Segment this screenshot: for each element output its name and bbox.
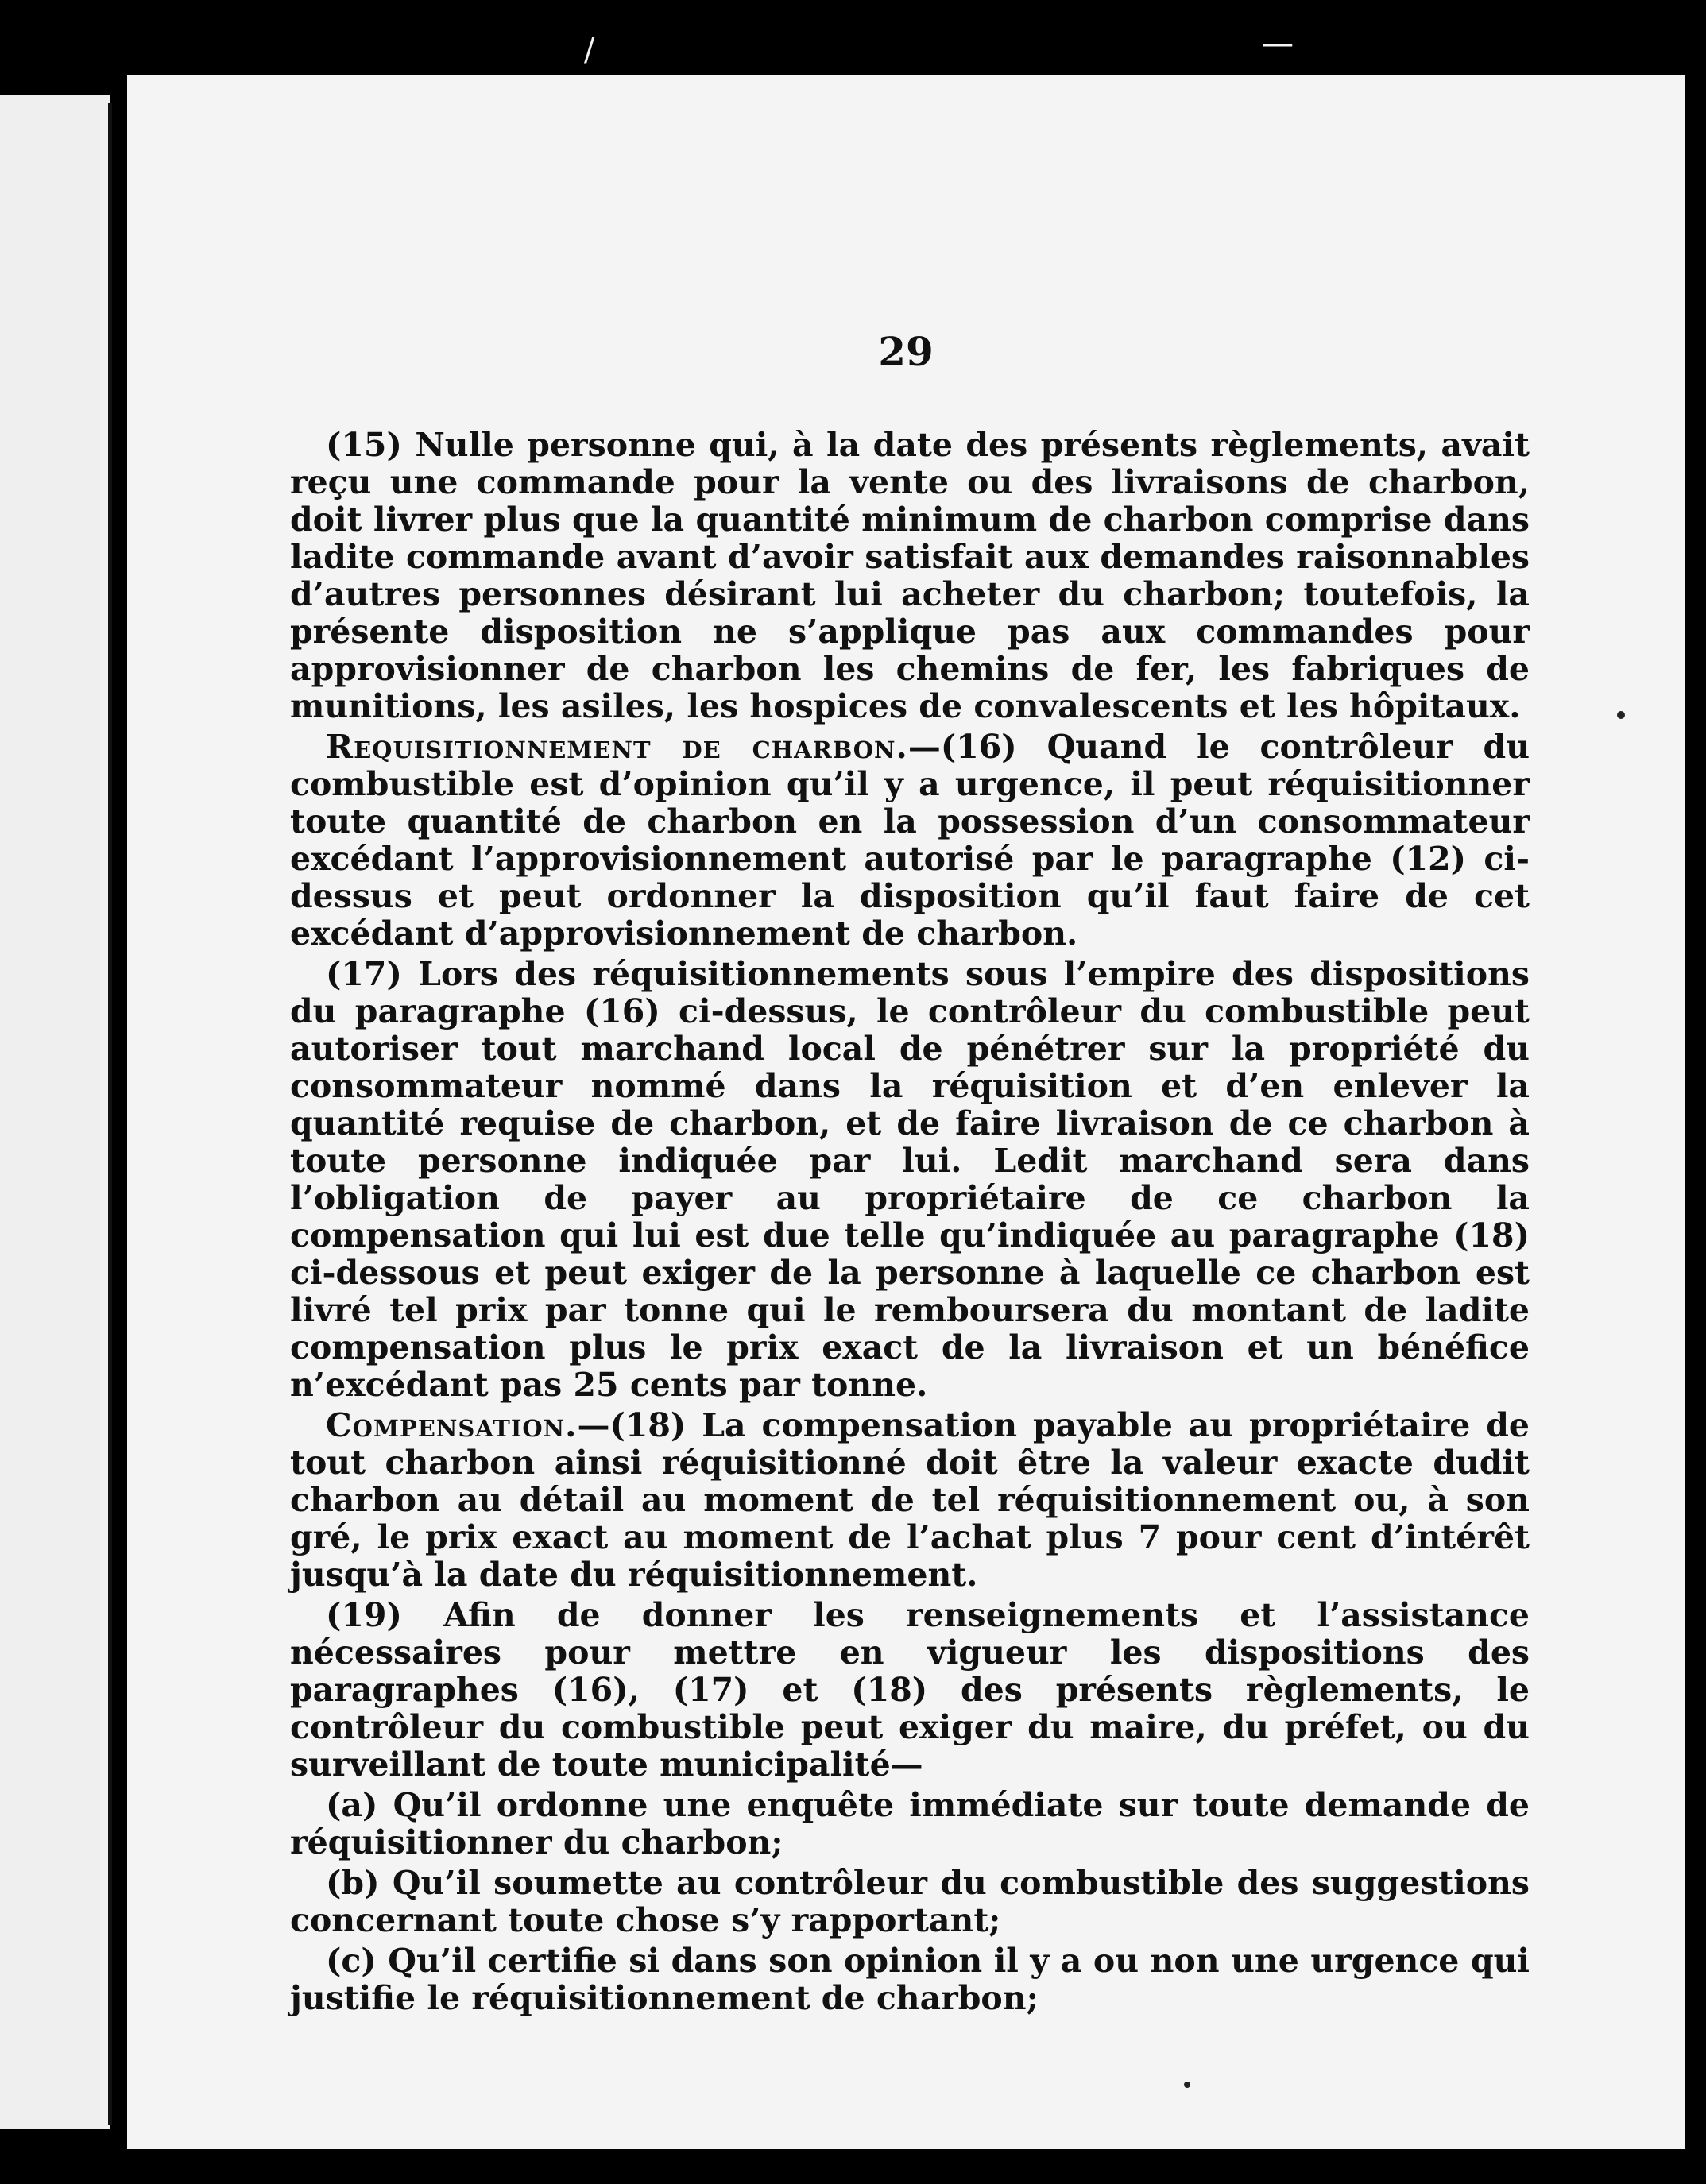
paragraph-18-text: —(18) La compensation payable au propriétaire de tout charbon ainsi réquisitionné doit être la valeur exacte dudit charbon au détail au moment de tel réquisitionnement ou, à son gré, le prix exact au moment de l’achat plus 7 pour cent d’intérêt jusqu’à la date du réquisitionnement. (290, 1406, 1530, 1594)
paragraph-17-text: (17) Lors des réquisitionnements sous l’empire des dispositions du paragraphe (16) ci-dessus, le contrôleur du combustible peut autoriser tout marchand local de pénétrer sur la propriété du consommateur nommé dans la réquisition et d’en enlever la quantité requise de charbon, et de faire livraison de ce charbon à toute personne indiquée par lui. Ledit marchand sera dans l’obligation de payer au propriétaire de ce charbon la compensation qui lui est due telle qu’indiquée au paragraphe (18) ci-dessous et peut exiger de la personne à laquelle ce charbon est livré tel prix par tonne qui le remboursera du montant de ladite compensation plus le prix exact de la livraison et un bénéfice n’excédant pas 25 cents par tonne. (290, 955, 1530, 1404)
list-item-c: (c) Qu’il certifie si dans son opinion il y a ou non une urgence qui justifie le réquisitionnement de charbon; (290, 1942, 1530, 2017)
page-number: 29 (878, 328, 934, 375)
paragraph-19-text: (19) Afin de donner les renseignements et l’assistance nécessaires pour mettre en vigueur les dispositions des paragraphes (16), (17) et (18) des présents règlements, le contrôleur du combustible peut exiger du maire, du préfet, ou du surveillant de toute municipalité— (290, 1596, 1530, 1784)
scan-mark-top-left: / (584, 32, 595, 68)
document-page (127, 75, 1685, 2149)
facing-page-edge (0, 95, 110, 2129)
list-item-a: (a) Qu’il ordonne une enquête immédiate sur toute demande de réquisitionner du charbon; (290, 1786, 1530, 1861)
scan-mark-top-right: — (1262, 25, 1294, 62)
paragraph-15 (290, 427, 1530, 725)
list-item-b: (b) Qu’il soumette au contrôleur du combustible des suggestions concernant toute chose s’y rapportant; (290, 1864, 1530, 1939)
paragraph-16-text: —(16) Quand le contrôleur du combustible est d’opinion qu’il y a urgence, il peut réquisitionner toute quantité de charbon en la possession d’un consommateur excédant l’approvisionnement autorisé par le paragraphe (12) ci-dessus et peut ordonner la disposition qu’il faut faire de cet excédant d’approvisionnement de charbon. (290, 728, 1530, 953)
section-heading-compensation: Compensation. (326, 1406, 578, 1444)
paragraph-16 (290, 729, 1530, 953)
section-heading-requisitionnement: Requisitionnement de charbon. (326, 728, 908, 766)
scan-speck (1184, 2082, 1190, 2088)
page-body (290, 427, 1530, 2020)
scan-speck (1617, 711, 1625, 719)
book-gutter (108, 103, 112, 2125)
paragraph-15-text: (15) Nulle personne qui, à la date des présents règlements, avait reçu une commande pour la vente ou des livraisons de charbon, doit livrer plus que la quantité minimum de charbon comprise dans ladite commande avant d’avoir satisfait aux demandes raisonnables d’autres personnes désirant lui acheter du charbon; toutefois, la présente disposition ne s’applique pas aux commandes pour approvisionner de charbon les chemins de fer, les fabriques de munitions, les asiles, les hospices de convalescents et les hôpitaux. (290, 426, 1530, 725)
paragraph-18 (290, 1407, 1530, 1594)
paragraph-17 (290, 956, 1530, 1404)
paragraph-19 (290, 1597, 1530, 1784)
